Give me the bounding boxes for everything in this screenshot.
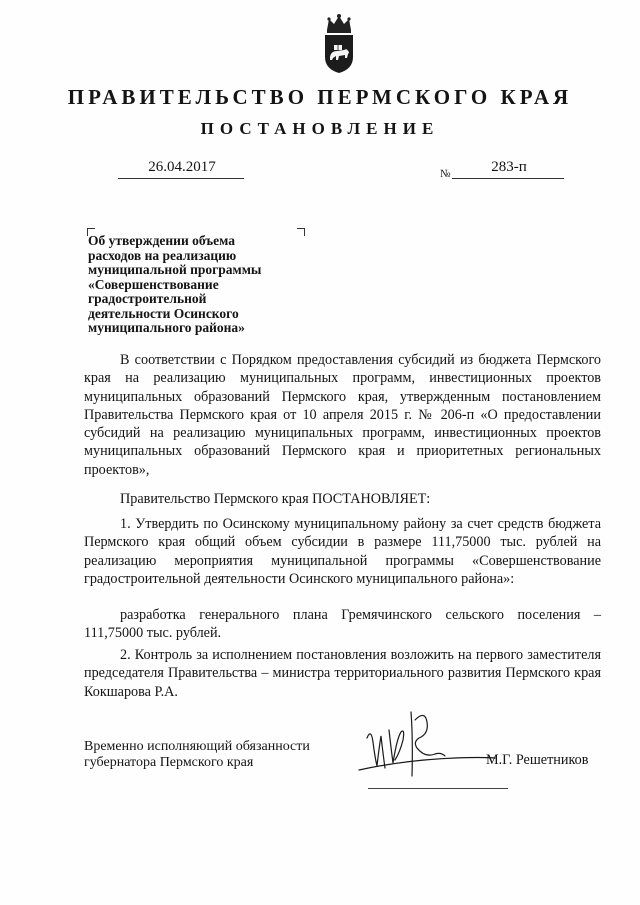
document-subject	[88, 234, 303, 336]
coat-of-arms-emblem	[318, 13, 360, 75]
subject-line: градостроительной	[88, 291, 207, 306]
signatory-title-line: Временно исполняющий обязанности	[84, 739, 310, 754]
body-paragraph-item-2: 2. Контроль за исполнением постановления возложить на первого заместителя председателя Правительства – министра территориального развития Пермского края Кокшарова Р.А.	[84, 647, 601, 700]
document-type-title: ПОСТАНОВЛЕНИЕ	[200, 119, 440, 138]
body-paragraph-item-1-detail: разработка генерального плана Гремячинского сельского поселения – 111,75000 тыс. рублей.	[84, 607, 601, 642]
body-paragraph-preamble: В соответствии с Порядком предоставления субсидий из бюджета Пермского края на реализацию муниципальных программ, инвестиционных проектов муниципальных образований Пермского края, утвержденным постановлением Правительства Пермского края от 10 апреля 2015 г. № 206-п «О предоставлении субсидий на реализацию муниципальных программ, инвестиционных проектов муниципальных образований Пермского края и приоритетных региональных проектов»,	[84, 352, 601, 478]
document-number: 283-п	[491, 159, 527, 175]
government-title: ПРАВИТЕЛЬСТВО ПЕРМСКОГО КРАЯ	[67, 85, 573, 109]
subject-line: расходов на реализацию	[88, 247, 237, 263]
number-underline	[452, 178, 564, 179]
body-paragraph-item-1: 1. Утвердить по Осинскому муниципальному району за счет средств бюджета Пермского края общий объем субсидии в размере 111,75000 тыс. рублей на реализацию мероприятия муниципальной программы «Совершенствование градостроительной деятельности Осинского муниципального района»:	[84, 516, 601, 587]
subject-line: Об утверждении объема	[88, 233, 235, 248]
signatory-title-line: губернатора Пермского края	[84, 754, 254, 770]
signatory-title	[84, 739, 364, 770]
number-sign: №	[440, 168, 451, 180]
subject-line: деятельности Осинского	[88, 305, 239, 321]
handwritten-signature	[355, 708, 505, 780]
document-date: 26.04.2017	[148, 159, 216, 175]
date-underline	[118, 178, 244, 179]
body-paragraph-resolves: Правительство Пермского края ПОСТАНОВЛЯЕТ:	[120, 491, 431, 507]
signer-name: М.Г. Решетников	[486, 752, 589, 768]
subject-line: муниципального района»	[88, 320, 245, 335]
subject-line: муниципальной программы	[88, 262, 262, 277]
subject-line: «Совершенствование	[88, 276, 219, 292]
signature-underline	[368, 788, 508, 789]
